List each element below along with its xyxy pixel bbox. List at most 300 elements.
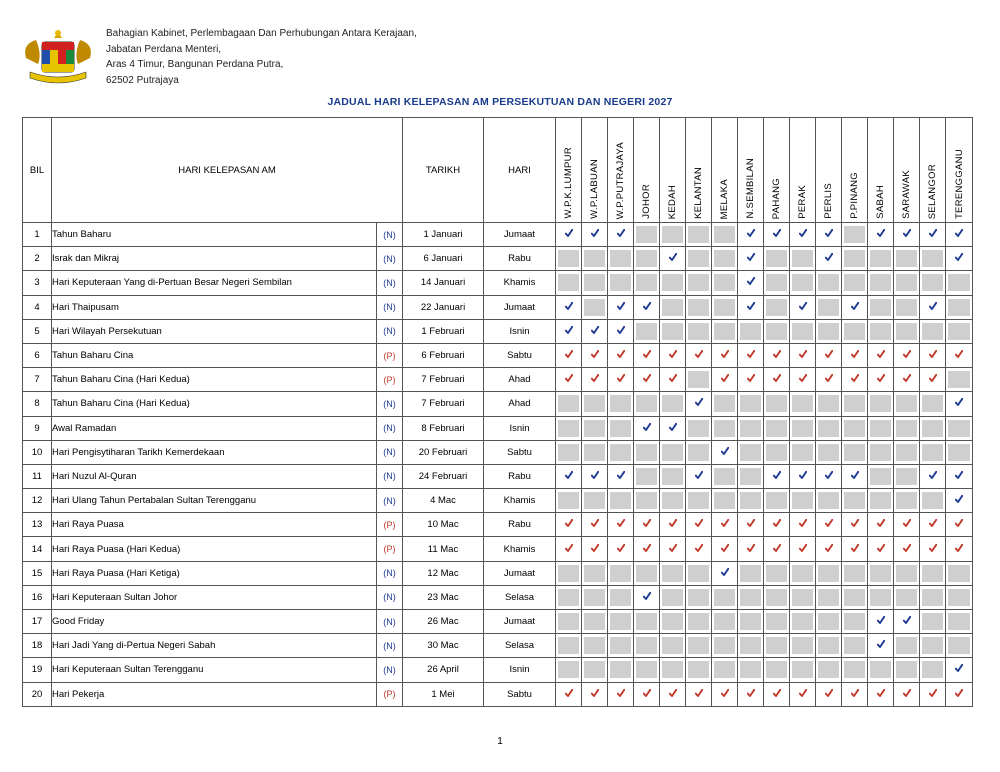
holiday-date: 22 Januari: [403, 295, 484, 319]
check-icon: [565, 229, 573, 237]
no-holiday-cell: [790, 489, 816, 513]
no-holiday-cell: [712, 489, 738, 513]
holiday-type: (P): [377, 368, 403, 392]
empty-cell-fill: [610, 589, 631, 606]
check-icon: [903, 350, 911, 358]
holiday-mark-cell: [738, 295, 764, 319]
no-holiday-cell: [686, 658, 712, 682]
empty-cell-fill: [948, 299, 970, 316]
check-icon: [617, 374, 625, 382]
holiday-name: Hari Raya Puasa (Hari Ketiga): [52, 561, 377, 585]
state-header-label: SARAWAK: [901, 170, 912, 219]
holiday-mark-cell: [686, 392, 712, 416]
holiday-mark-cell: [790, 464, 816, 488]
check-icon: [799, 229, 807, 237]
holiday-date: 8 Februari: [403, 416, 484, 440]
empty-cell-fill: [896, 420, 917, 437]
empty-cell-fill: [558, 637, 579, 654]
empty-cell-fill: [584, 250, 605, 267]
check-icon: [747, 350, 755, 358]
holiday-mark-cell: [816, 368, 842, 392]
check-icon: [617, 519, 625, 527]
state-header-label: W.P.K.LUMPUR: [563, 147, 574, 219]
empty-cell-fill: [922, 589, 943, 606]
no-holiday-cell: [946, 440, 973, 464]
no-holiday-cell: [660, 440, 686, 464]
address-line: 62502 Putrajaya: [106, 74, 179, 86]
holiday-mark-cell: [634, 513, 660, 537]
no-holiday-cell: [686, 271, 712, 295]
no-holiday-cell: [712, 247, 738, 271]
empty-cell-fill: [766, 613, 787, 630]
empty-cell-fill: [558, 444, 579, 461]
table-row: [23, 634, 973, 658]
holiday-mark-cell: [634, 682, 660, 706]
no-holiday-cell: [738, 585, 764, 609]
check-icon: [747, 374, 755, 382]
holiday-mark-cell: [946, 513, 973, 537]
empty-cell-fill: [818, 274, 839, 291]
holiday-mark-cell: [582, 319, 608, 343]
check-icon: [955, 229, 963, 237]
empty-cell-fill: [818, 589, 839, 606]
holiday-mark-cell: [946, 464, 973, 488]
holiday-mark-cell: [608, 223, 634, 247]
empty-cell-fill: [688, 613, 709, 630]
holiday-mark-cell: [582, 343, 608, 367]
empty-cell-fill: [818, 637, 839, 654]
no-holiday-cell: [790, 585, 816, 609]
holiday-mark-cell: [660, 513, 686, 537]
holiday-day: Khamis: [484, 271, 556, 295]
no-holiday-cell: [660, 561, 686, 585]
empty-cell-fill: [584, 420, 605, 437]
no-holiday-cell: [660, 464, 686, 488]
holiday-type: (N): [377, 464, 403, 488]
no-holiday-cell: [946, 416, 973, 440]
no-holiday-cell: [660, 271, 686, 295]
check-icon: [929, 374, 937, 382]
no-holiday-cell: [686, 247, 712, 271]
empty-cell-fill: [662, 637, 683, 654]
address-line: Bahagian Kabinet, Perlembagaan Dan Perhubungan Antara Kerajaan,: [106, 28, 417, 39]
holiday-name: Hari Thaipusam: [52, 295, 377, 319]
no-holiday-cell: [920, 489, 946, 513]
empty-cell-fill: [870, 661, 891, 678]
empty-cell-fill: [922, 613, 943, 630]
check-icon: [773, 544, 781, 552]
check-icon: [695, 519, 703, 527]
no-holiday-cell: [894, 319, 920, 343]
no-holiday-cell: [842, 247, 868, 271]
holiday-mark-cell: [764, 682, 790, 706]
holiday-name: Hari Jadi Yang di-Pertua Negeri Sabah: [52, 634, 377, 658]
holiday-mark-cell: [868, 682, 894, 706]
no-holiday-cell: [920, 585, 946, 609]
row-number: 1: [23, 223, 52, 247]
holiday-mark-cell: [946, 489, 973, 513]
holiday-mark-cell: [556, 537, 582, 561]
no-holiday-cell: [686, 440, 712, 464]
holiday-mark-cell: [582, 537, 608, 561]
check-icon: [851, 689, 859, 697]
empty-cell-fill: [844, 565, 865, 582]
holiday-name: Hari Nuzul Al-Quran: [52, 464, 377, 488]
holiday-type: (P): [377, 537, 403, 561]
empty-cell-fill: [584, 444, 605, 461]
check-icon: [565, 374, 573, 382]
no-holiday-cell: [712, 392, 738, 416]
empty-cell-fill: [662, 395, 683, 412]
check-icon: [747, 253, 755, 261]
empty-cell-fill: [922, 637, 943, 654]
no-holiday-cell: [920, 440, 946, 464]
empty-cell-fill: [714, 661, 735, 678]
no-holiday-cell: [842, 392, 868, 416]
no-holiday-cell: [556, 585, 582, 609]
check-icon: [955, 495, 963, 503]
check-icon: [825, 519, 833, 527]
empty-cell-fill: [610, 274, 631, 291]
no-holiday-cell: [868, 561, 894, 585]
empty-cell-fill: [584, 589, 605, 606]
document-header: [20, 24, 620, 88]
holiday-table: [22, 117, 973, 707]
no-holiday-cell: [712, 585, 738, 609]
no-holiday-cell: [894, 464, 920, 488]
check-icon: [877, 374, 885, 382]
no-holiday-cell: [842, 271, 868, 295]
empty-cell-fill: [740, 589, 761, 606]
holiday-mark-cell: [634, 343, 660, 367]
bil-header: BIL: [23, 118, 52, 223]
no-holiday-cell: [660, 223, 686, 247]
holiday-day: Rabu: [484, 513, 556, 537]
holiday-name: Awal Ramadan: [52, 416, 377, 440]
empty-cell-fill: [688, 420, 709, 437]
check-icon: [929, 302, 937, 310]
holiday-mark-cell: [608, 319, 634, 343]
empty-cell-fill: [948, 565, 970, 582]
no-holiday-cell: [764, 585, 790, 609]
holiday-mark-cell: [946, 343, 973, 367]
no-holiday-cell: [634, 440, 660, 464]
no-holiday-cell: [764, 610, 790, 634]
no-holiday-cell: [634, 658, 660, 682]
table-row: [23, 392, 973, 416]
check-icon: [617, 326, 625, 334]
check-icon: [955, 664, 963, 672]
no-holiday-cell: [842, 416, 868, 440]
no-holiday-cell: [634, 610, 660, 634]
holiday-mark-cell: [608, 343, 634, 367]
row-number: 12: [23, 489, 52, 513]
empty-cell-fill: [740, 444, 761, 461]
holiday-mark-cell: [660, 682, 686, 706]
no-holiday-cell: [868, 271, 894, 295]
check-icon: [643, 544, 651, 552]
no-holiday-cell: [816, 610, 842, 634]
empty-cell-fill: [766, 323, 787, 340]
empty-cell-fill: [792, 395, 813, 412]
table-row: [23, 416, 973, 440]
check-icon: [799, 689, 807, 697]
no-holiday-cell: [712, 223, 738, 247]
no-holiday-cell: [842, 610, 868, 634]
no-holiday-cell: [946, 561, 973, 585]
no-holiday-cell: [920, 319, 946, 343]
check-icon: [929, 689, 937, 697]
no-holiday-cell: [894, 416, 920, 440]
no-holiday-cell: [764, 489, 790, 513]
empty-cell-fill: [662, 444, 683, 461]
holiday-type: (N): [377, 416, 403, 440]
check-icon: [851, 471, 859, 479]
holiday-mark-cell: [816, 537, 842, 561]
empty-cell-fill: [766, 274, 787, 291]
holiday-mark-cell: [894, 368, 920, 392]
no-holiday-cell: [686, 319, 712, 343]
empty-cell-fill: [558, 661, 579, 678]
state-header-label: PAHANG: [771, 177, 782, 219]
holiday-mark-cell: [660, 537, 686, 561]
holiday-mark-cell: [842, 368, 868, 392]
no-holiday-cell: [790, 416, 816, 440]
holiday-mark-cell: [712, 368, 738, 392]
table-row: [23, 464, 973, 488]
no-holiday-cell: [634, 392, 660, 416]
row-number: 8: [23, 392, 52, 416]
check-icon: [955, 519, 963, 527]
empty-cell-fill: [584, 492, 605, 509]
empty-cell-fill: [714, 613, 735, 630]
empty-cell-fill: [896, 565, 917, 582]
holiday-name: Hari Pengisytiharan Tarikh Kemerdekaan: [52, 440, 377, 464]
holiday-date: 6 Januari: [403, 247, 484, 271]
no-holiday-cell: [556, 392, 582, 416]
no-holiday-cell: [816, 392, 842, 416]
holiday-mark-cell: [764, 368, 790, 392]
holiday-mark-cell: [556, 223, 582, 247]
empty-cell-fill: [844, 492, 865, 509]
check-icon: [825, 544, 833, 552]
no-holiday-cell: [712, 295, 738, 319]
holiday-date: 7 Februari: [403, 392, 484, 416]
empty-cell-fill: [896, 589, 917, 606]
no-holiday-cell: [816, 489, 842, 513]
empty-cell-fill: [792, 274, 813, 291]
holiday-name: Hari Ulang Tahun Pertabalan Sultan Terengganu: [52, 489, 377, 513]
table-row: [23, 489, 973, 513]
state-header: [634, 118, 660, 223]
holiday-day: Khamis: [484, 537, 556, 561]
check-icon: [721, 544, 729, 552]
empty-cell-fill: [922, 274, 943, 291]
row-number: 18: [23, 634, 52, 658]
check-icon: [929, 544, 937, 552]
empty-cell-fill: [818, 492, 839, 509]
check-icon: [773, 519, 781, 527]
empty-cell-fill: [558, 274, 579, 291]
holiday-mark-cell: [868, 368, 894, 392]
empty-cell-fill: [948, 613, 970, 630]
row-number: 19: [23, 658, 52, 682]
check-icon: [929, 350, 937, 358]
holiday-mark-cell: [868, 223, 894, 247]
empty-cell-fill: [662, 589, 683, 606]
row-number: 13: [23, 513, 52, 537]
empty-cell-fill: [766, 299, 787, 316]
no-holiday-cell: [894, 561, 920, 585]
empty-cell-fill: [688, 565, 709, 582]
state-header-label: N.SEMBILAN: [745, 158, 756, 219]
no-holiday-cell: [868, 440, 894, 464]
check-icon: [565, 471, 573, 479]
state-header: [582, 118, 608, 223]
check-icon: [825, 229, 833, 237]
no-holiday-cell: [790, 319, 816, 343]
no-holiday-cell: [868, 247, 894, 271]
table-row: [23, 585, 973, 609]
empty-cell-fill: [870, 589, 891, 606]
no-holiday-cell: [920, 271, 946, 295]
no-holiday-cell: [790, 392, 816, 416]
empty-cell-fill: [870, 444, 891, 461]
holiday-mark-cell: [764, 464, 790, 488]
holiday-mark-cell: [582, 682, 608, 706]
holiday-mark-cell: [894, 610, 920, 634]
address-line: Jabatan Perdana Menteri,: [106, 43, 222, 55]
holiday-date: 1 Februari: [403, 319, 484, 343]
check-icon: [617, 350, 625, 358]
no-holiday-cell: [842, 658, 868, 682]
state-header-label: TERENGGANU: [953, 148, 965, 219]
table-row: [23, 271, 973, 295]
state-header-label: JOHOR: [641, 184, 652, 219]
no-holiday-cell: [582, 271, 608, 295]
no-holiday-cell: [634, 464, 660, 488]
empty-cell-fill: [688, 661, 709, 678]
empty-cell-fill: [896, 299, 917, 316]
empty-cell-fill: [792, 613, 813, 630]
empty-cell-fill: [610, 637, 631, 654]
holiday-date: 1 Januari: [403, 223, 484, 247]
check-icon: [877, 616, 885, 624]
holiday-mark-cell: [738, 513, 764, 537]
row-number: 15: [23, 561, 52, 585]
holiday-name: Hari Keputeraan Yang di-Pertuan Besar Negeri Sembilan: [52, 271, 377, 295]
empty-cell-fill: [896, 274, 917, 291]
empty-cell-fill: [818, 565, 839, 582]
empty-cell-fill: [922, 565, 943, 582]
holiday-mark-cell: [920, 343, 946, 367]
holiday-mark-cell: [920, 368, 946, 392]
empty-cell-fill: [558, 250, 579, 267]
empty-cell-fill: [896, 395, 917, 412]
no-holiday-cell: [920, 392, 946, 416]
check-icon: [565, 326, 573, 334]
check-icon: [955, 544, 963, 552]
check-icon: [825, 471, 833, 479]
holiday-mark-cell: [634, 416, 660, 440]
no-holiday-cell: [842, 223, 868, 247]
check-icon: [591, 350, 599, 358]
state-header-label: PERLIS: [823, 183, 834, 219]
check-icon: [747, 519, 755, 527]
check-icon: [747, 277, 755, 285]
empty-cell-fill: [662, 492, 683, 509]
row-number: 11: [23, 464, 52, 488]
holiday-day: Sabtu: [484, 440, 556, 464]
holiday-mark-cell: [868, 634, 894, 658]
no-holiday-cell: [608, 658, 634, 682]
empty-cell-fill: [688, 492, 709, 509]
empty-cell-fill: [844, 444, 865, 461]
empty-cell-fill: [922, 444, 943, 461]
holiday-day: Ahad: [484, 368, 556, 392]
state-header: [920, 118, 946, 223]
holiday-mark-cell: [556, 295, 582, 319]
check-icon: [669, 423, 677, 431]
holiday-mark-cell: [790, 343, 816, 367]
no-holiday-cell: [920, 634, 946, 658]
empty-cell-fill: [922, 492, 943, 509]
check-icon: [929, 519, 937, 527]
holiday-mark-cell: [712, 682, 738, 706]
holiday-mark-cell: [686, 513, 712, 537]
holiday-day: Rabu: [484, 464, 556, 488]
no-holiday-cell: [686, 489, 712, 513]
holiday-mark-cell: [946, 658, 973, 682]
no-holiday-cell: [920, 610, 946, 634]
empty-cell-fill: [740, 661, 761, 678]
check-icon: [799, 350, 807, 358]
empty-cell-fill: [636, 323, 657, 340]
no-holiday-cell: [816, 416, 842, 440]
holiday-name: Hari Raya Puasa: [52, 513, 377, 537]
no-holiday-cell: [764, 392, 790, 416]
holiday-mark-cell: [712, 513, 738, 537]
no-holiday-cell: [556, 247, 582, 271]
check-icon: [721, 447, 729, 455]
holiday-mark-cell: [946, 682, 973, 706]
empty-cell-fill: [610, 492, 631, 509]
empty-cell-fill: [948, 323, 970, 340]
holiday-type: (P): [377, 513, 403, 537]
empty-cell-fill: [766, 661, 787, 678]
no-holiday-cell: [686, 634, 712, 658]
holiday-mark-cell: [712, 537, 738, 561]
holiday-name: Tahun Baharu Cina (Hari Kedua): [52, 368, 377, 392]
holiday-mark-cell: [738, 271, 764, 295]
check-icon: [591, 689, 599, 697]
check-icon: [877, 640, 885, 648]
holiday-mark-cell: [582, 223, 608, 247]
check-icon: [669, 350, 677, 358]
check-icon: [903, 229, 911, 237]
holiday-type: (N): [377, 247, 403, 271]
empty-cell-fill: [948, 420, 970, 437]
empty-cell-fill: [740, 468, 761, 485]
holiday-day: Jumaat: [484, 223, 556, 247]
check-icon: [825, 350, 833, 358]
check-icon: [799, 544, 807, 552]
check-icon: [721, 519, 729, 527]
empty-cell-fill: [792, 420, 813, 437]
holiday-mark-cell: [582, 464, 608, 488]
holiday-date: 26 April: [403, 658, 484, 682]
holiday-mark-cell: [842, 682, 868, 706]
